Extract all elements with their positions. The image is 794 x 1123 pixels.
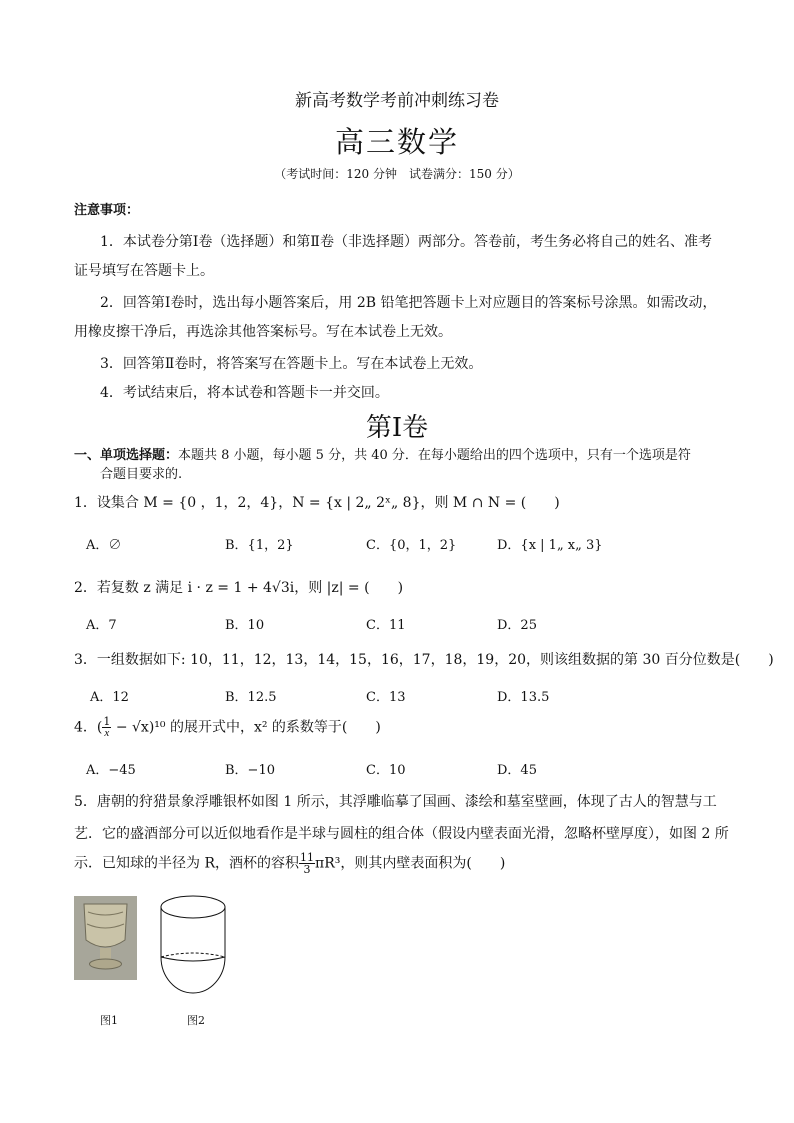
exam-subtitle: 新高考数学考前冲刺练习卷 [295,91,499,111]
q5-line-1: 5．唐朝的狩猎景象浮雕银杯如图 1 所示，其浮雕临摹了国画、漆绘和墓室壁画，体现了古人的智慧与工 [74,794,717,810]
cup-diagram [158,893,228,1000]
q4-stem-suffix: − √x)¹⁰ 的展开式中，x² 的系数等于( ) [111,719,381,736]
exam-info: （考试时间：120 分钟 试卷满分：150 分） [274,167,520,181]
figure-1-caption: 图1 [100,1014,118,1027]
section-intro [74,444,691,463]
q5-line-3 [74,852,505,875]
q2-option-a: A．7 [86,618,117,633]
q5-line-3-prefix: 示．已知球的半径为 R，酒杯的容积 [74,855,299,872]
q4-stem-prefix: 4．( [74,719,103,736]
section-intro-body: 本题共 8 小题，每小题 5 分，共 40 分．在每小题给出的四个选项中，只有一个选项是符 [178,448,691,463]
q4-option-c: C．10 [366,763,406,778]
q3-stem: 3．一组数据如下: 10，11，12，13，14，15，16，17，18，19，20，则该组数据的第 30 百分位数是( ) [74,652,774,668]
q4-fraction-denominator: x [104,727,110,739]
q5-fraction-denominator: 3 [303,863,311,876]
silver-cup-photo [74,896,137,980]
section-intro-prefix: 一、单项选择题： [74,448,179,463]
notice-item-1-line-2: 证号填写在答题卡上。 [74,263,214,279]
section-intro-line-2: 合题目要求的. [100,467,183,482]
q4-stem [74,716,381,739]
q5-fraction-numerator: 11 [300,851,314,864]
q2-option-d: D．25 [497,618,537,633]
q1-option-a: A．∅ [86,538,122,553]
notice-heading: 注意事项： [74,203,140,218]
notice-item-4: 4．考试结束后，将本试卷和答题卡一并交回。 [100,385,389,401]
q3-option-d: D．13.5 [497,690,550,705]
q2-stem: 2．若复数 z 满足 i · z = 1 + 4√3i，则 |z| = ( ) [74,580,404,596]
q3-option-b: B．12.5 [225,690,277,705]
q3-option-a: A．12 [90,690,129,705]
notice-item-2-line-1: 2．回答第Ⅰ卷时，选出每小题答案后，用 2B 铅笔把答题卡上对应题目的答案标号涂黑。如需改动， [100,295,717,311]
section-title: 第Ⅰ卷 [365,413,429,443]
q1-option-d: D．{x | 1„ x„ 3} [497,538,603,553]
q5-line-3-suffix: πR³，则其内壁表面积为( ) [315,855,506,872]
q4-option-d: D．45 [497,763,537,778]
notice-item-2-line-2: 用橡皮擦干净后，再选涂其他答案标号。写在本试卷上无效。 [74,324,452,340]
q1-option-c: C．{0，1，2} [366,538,457,553]
q4-option-b: B．−10 [225,763,275,778]
q4-option-a: A．−45 [86,763,136,778]
exam-title: 高三数学 [334,125,459,159]
q1-stem: 1．设集合 M = {0 ，1，2，4}，N = {x | 2„ 2ˣ„ 8}，则 M ∩ N = ( ) [74,495,560,511]
figure-2-caption: 图2 [187,1014,205,1027]
q2-option-c: C．11 [366,618,406,633]
q5-fraction [299,852,315,875]
q3-option-c: C．13 [366,690,406,705]
notice-item-1-line-1: 1．本试卷分第Ⅰ卷（选择题）和第Ⅱ卷（非选择题）两部分。答卷前，考生务必将自己的姓名、准考 [100,234,712,250]
q2-option-b: B．10 [225,618,265,633]
q5-line-2: 艺．它的盛酒部分可以近似地看作是半球与圆柱的组合体（假设内壁表面光滑，忽略杯壁厚度），如图 2 所 [74,826,729,842]
q1-option-b: B．{1，2} [225,538,294,553]
q4-fraction-numerator: 1 [103,715,111,728]
notice-item-3: 3．回答第Ⅱ卷时，将答案写在答题卡上。写在本试卷上无效。 [100,356,483,372]
